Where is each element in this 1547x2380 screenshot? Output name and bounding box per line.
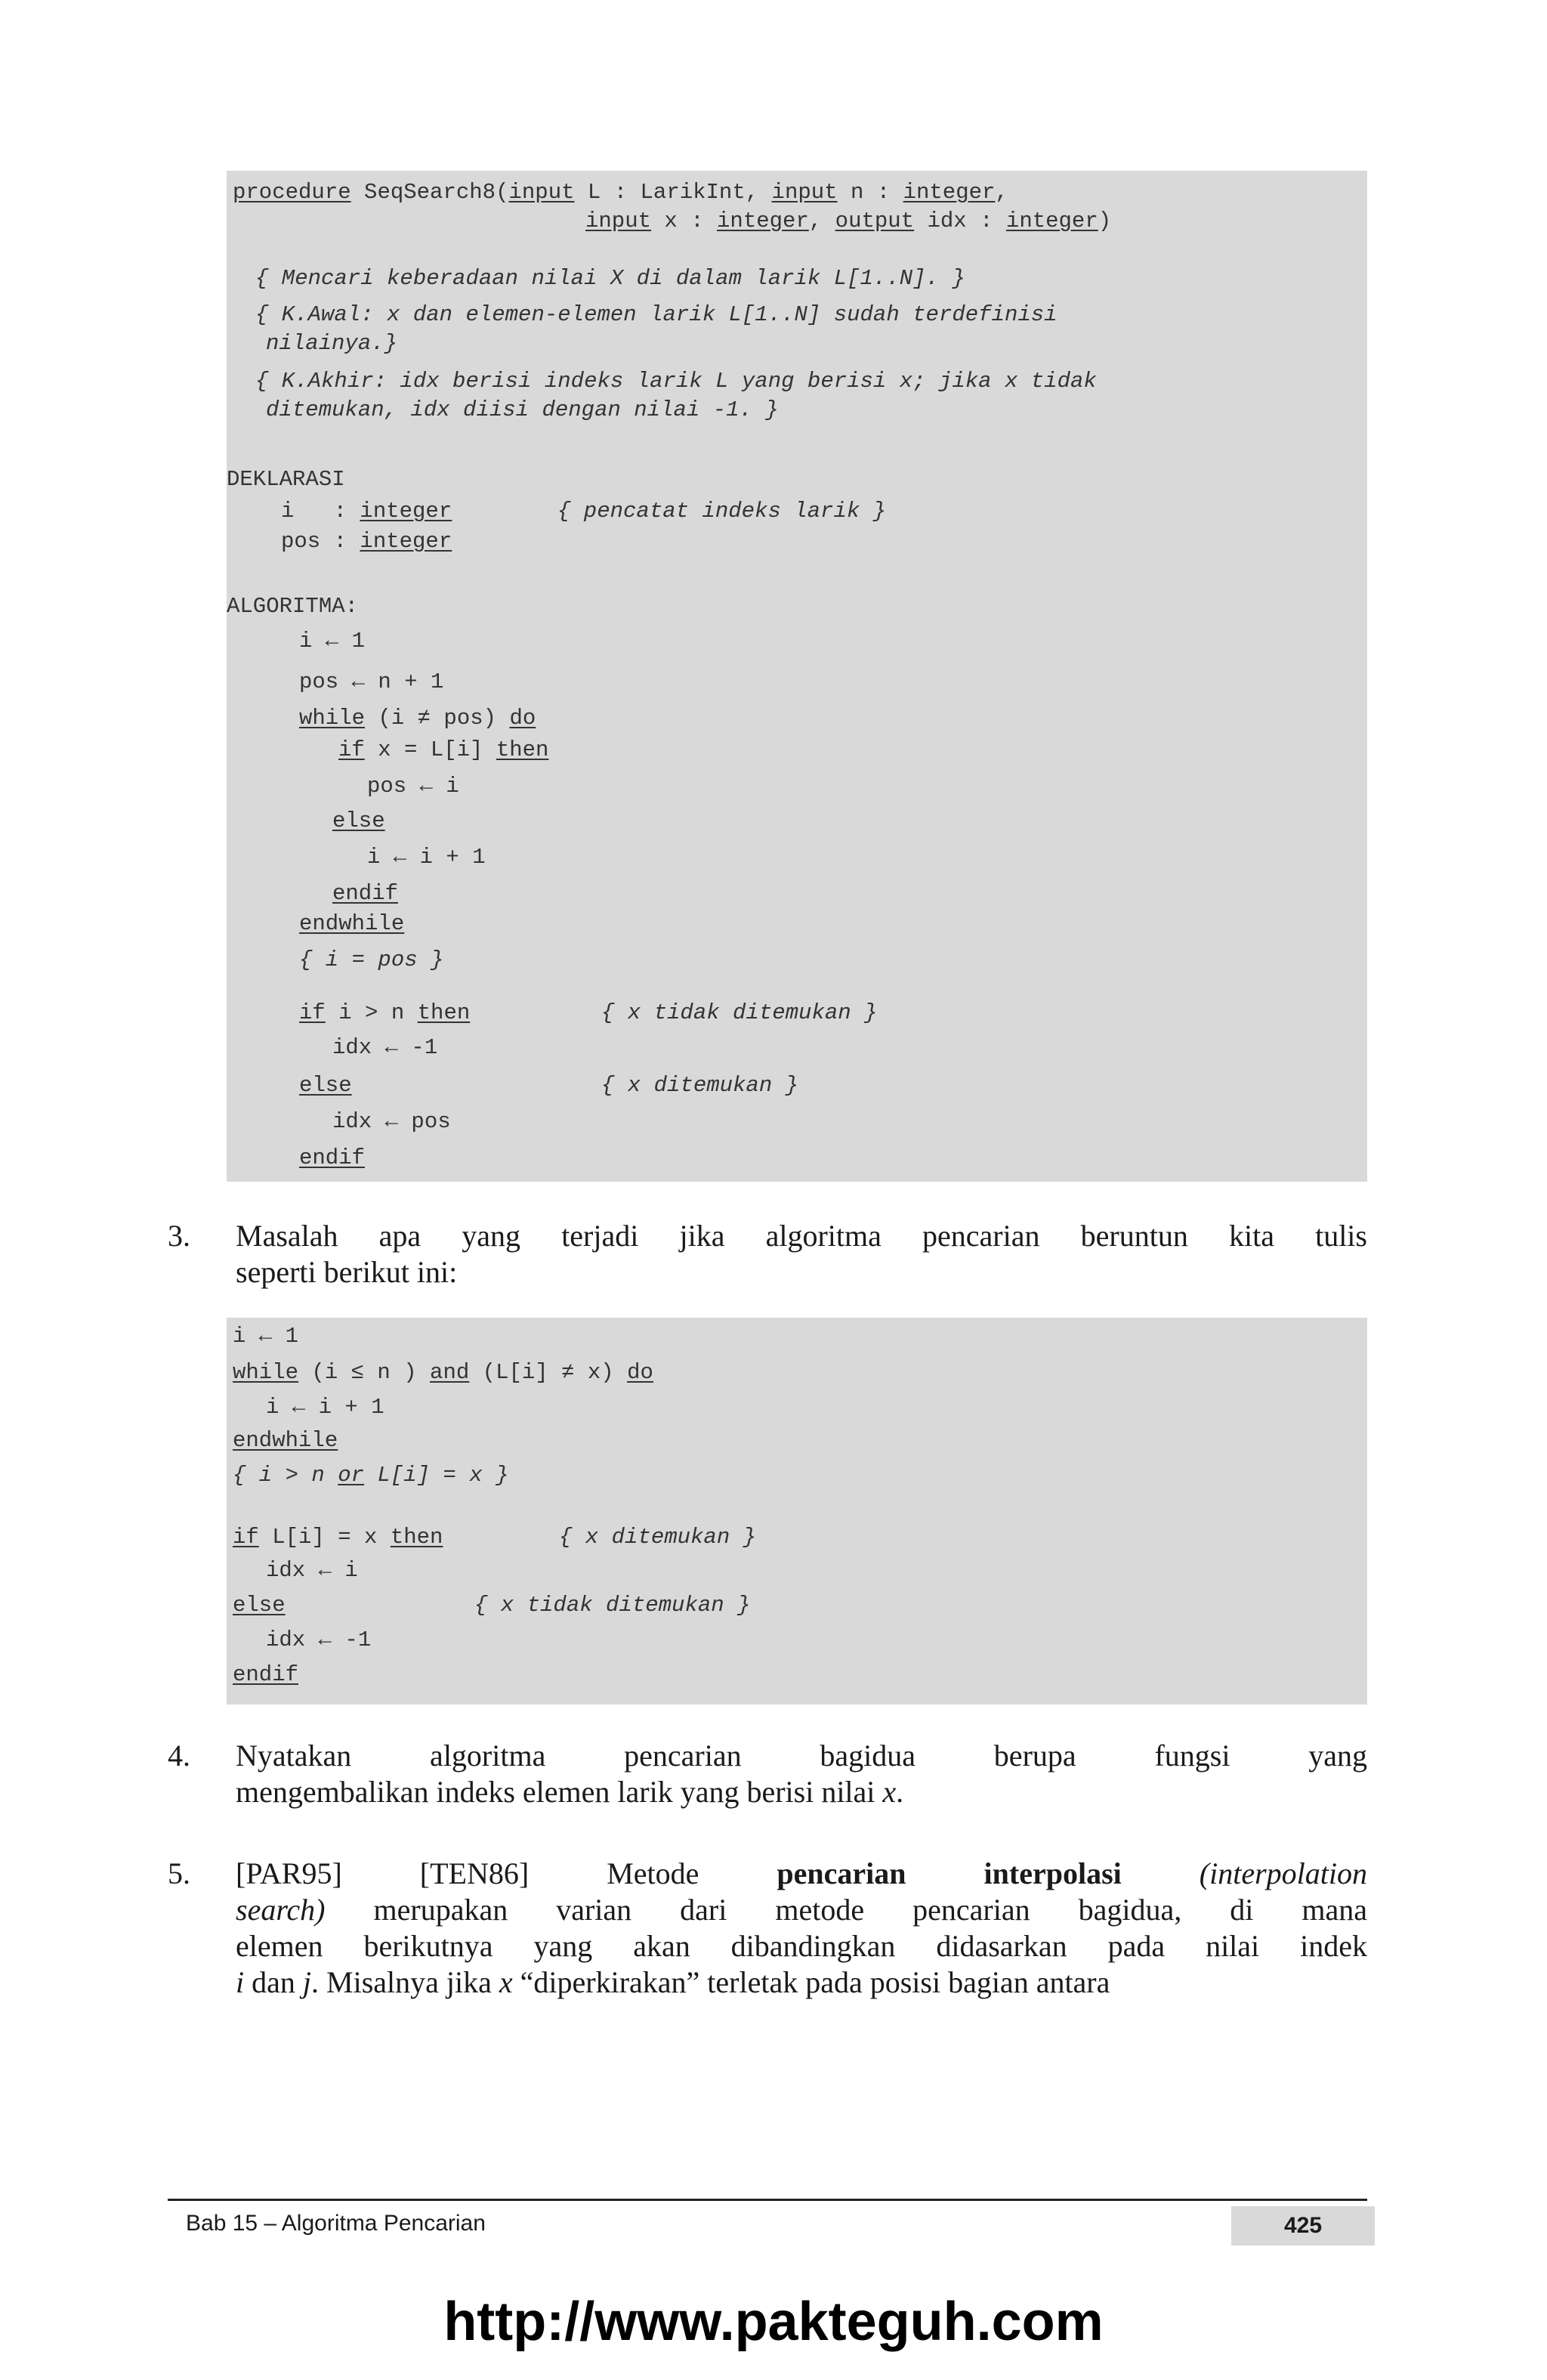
code-line: while (i ≤ n ) and (L[i] ≠ x) do bbox=[233, 1360, 653, 1385]
code-line: i : integer bbox=[281, 499, 452, 524]
item-number: 4. bbox=[168, 1739, 190, 1773]
item-text: Masalah apa yang terjadi jika algoritma pencarian beruntun kita tulis bbox=[236, 1219, 1367, 1253]
footer-rule bbox=[168, 2199, 1367, 2201]
item-text: mengembalikan indeks elemen larik yang berisi nilai x. bbox=[236, 1775, 904, 1809]
code-line: if x = L[i] then bbox=[338, 737, 549, 762]
code-comment: { Mencari keberadaan nilai X di dalam larik L[1..N]. } bbox=[255, 266, 965, 291]
code-line: else bbox=[332, 808, 385, 833]
code-comment: { K.Akhir: idx berisi indeks larik L yang berisi x; jika x tidak bbox=[255, 369, 1097, 394]
watermark-url: http://www.pakteguh.com bbox=[443, 2292, 1104, 2352]
code-comment: { K.Awal: x dan elemen-elemen larik L[1..N] sudah terdefinisi bbox=[255, 302, 1058, 327]
code-line: input x : integer, output idx : integer) bbox=[585, 209, 1112, 233]
code-line: idx ← -1 bbox=[332, 1035, 438, 1060]
code-line: else bbox=[299, 1073, 352, 1098]
code-comment: { x ditemukan } bbox=[559, 1525, 757, 1550]
code-section-algoritma: ALGORITMA: bbox=[227, 594, 359, 619]
item-text: i dan j. Misalnya jika x “diperkirakan” terletak pada posisi bagian antara bbox=[236, 1965, 1110, 1999]
code-line: pos ← i bbox=[367, 774, 459, 799]
item-text: search) merupakan varian dari metode pencarian bagidua, di mana bbox=[236, 1893, 1367, 1927]
code-comment: { x tidak ditemukan } bbox=[601, 1000, 878, 1025]
exercise-item-4 bbox=[168, 1738, 1367, 1821]
code-line: procedure SeqSearch8(input L : LarikInt, input n : integer, bbox=[233, 180, 1008, 205]
code-line: idx ← i bbox=[266, 1558, 358, 1583]
code-line: pos ← n + 1 bbox=[299, 669, 444, 694]
code-line: i ← i + 1 bbox=[367, 845, 486, 870]
code-line: endwhile bbox=[299, 911, 405, 936]
code-line: pos : integer bbox=[281, 529, 452, 554]
code-comment: { i = pos } bbox=[299, 947, 444, 972]
code-line: i ← i + 1 bbox=[266, 1395, 384, 1420]
code-line: if i > n then bbox=[299, 1000, 471, 1025]
code-line: idx ← -1 bbox=[266, 1627, 372, 1652]
code-comment: { i > n or L[i] = x } bbox=[233, 1463, 509, 1488]
exercise-item-5 bbox=[168, 1856, 1367, 2007]
code-section-deklarasi: DEKLARASI bbox=[227, 467, 345, 492]
code-comment: ditemukan, idx diisi dengan nilai -1. } bbox=[266, 397, 779, 422]
code-line: else bbox=[233, 1593, 286, 1618]
code-line: i ← 1 bbox=[299, 629, 366, 654]
code-line: endif bbox=[233, 1662, 299, 1687]
code-comment: nilainya.} bbox=[266, 331, 398, 356]
item-text: Nyatakan algoritma pencarian bagidua berupa fungsi yang bbox=[236, 1739, 1367, 1773]
code-line: endif bbox=[299, 1145, 366, 1170]
code-line: idx ← pos bbox=[332, 1109, 451, 1134]
code-line: while (i ≠ pos) do bbox=[299, 706, 536, 731]
page-number: 425 bbox=[1231, 2206, 1375, 2246]
code-block-seqsearch bbox=[227, 171, 1367, 1182]
item-text: elemen berikutnya yang akan dibandingkan didasarkan pada nilai indek bbox=[236, 1929, 1367, 1963]
exercise-item-3 bbox=[168, 1218, 1367, 1301]
item-number: 5. bbox=[168, 1856, 190, 1890]
code-comment: { x ditemukan } bbox=[601, 1073, 799, 1098]
code-block-loop bbox=[227, 1318, 1367, 1705]
footer-chapter: Bab 15 – Algoritma Pencarian bbox=[186, 2211, 486, 2236]
item-text: seperti berikut ini: bbox=[236, 1255, 458, 1289]
code-line: endwhile bbox=[233, 1428, 338, 1453]
code-line: if L[i] = x then bbox=[233, 1525, 443, 1550]
code-line: endif bbox=[332, 881, 399, 906]
code-line: i ← 1 bbox=[233, 1324, 299, 1349]
item-number: 3. bbox=[168, 1219, 190, 1253]
item-text: [PAR95] [TEN86] Metode pencarian interpolasi (interpolation bbox=[236, 1856, 1367, 1890]
code-comment: { x tidak ditemukan } bbox=[474, 1593, 751, 1618]
code-comment: { pencatat indeks larik } bbox=[557, 499, 887, 524]
